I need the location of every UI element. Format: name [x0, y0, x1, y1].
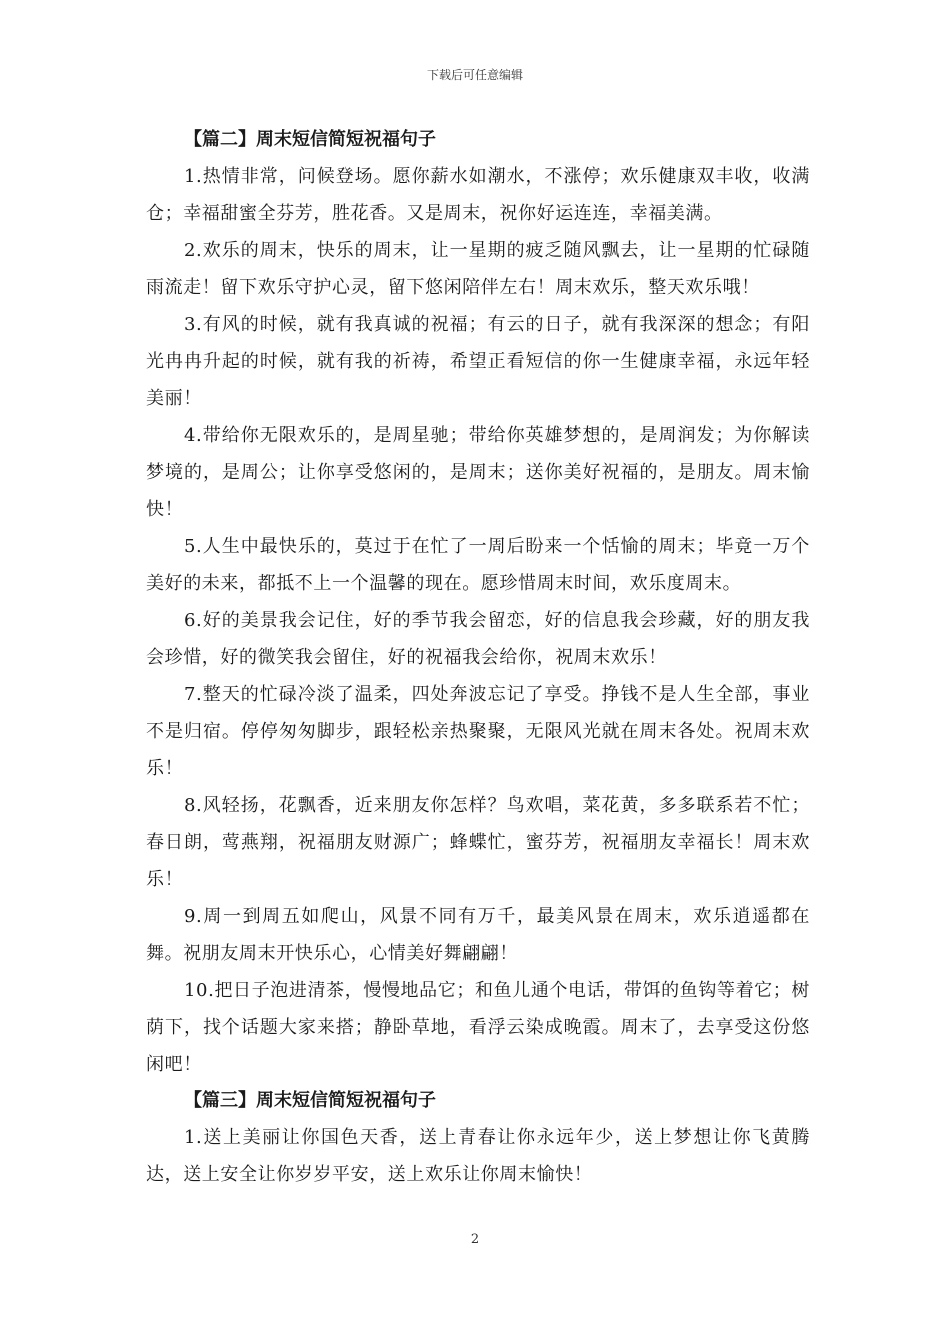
paragraph: 5.人生中最快乐的，莫过于在忙了一周后盼来一个恬愉的周末；毕竟一万个美好的未来，都抵不上一个温馨的现在。愿珍惜周末时间，欢乐度周末。	[146, 536, 810, 594]
section-heading: 【篇三】周末短信简短祝福句子	[184, 1090, 436, 1111]
paragraph: 9.周一到周五如爬山，风景不同有万千，最美风景在周末，欢乐逍遥都在舞。祝朋友周末开快乐心，心情美好舞翩翩！	[146, 906, 810, 964]
section-heading: 【篇二】周末短信简短祝福句子	[184, 129, 436, 150]
paragraph: 3.有风的时候，就有我真诚的祝福；有云的日子，就有我深深的想念；有阳光冉冉升起的时候，就有我的祈祷，希望正看短信的你一生健康幸福，永远年轻美丽！	[146, 314, 810, 409]
page-header: 下载后可任意编辑	[426, 68, 523, 82]
paragraph: 1.热情非常，问候登场。愿你薪水如潮水，不涨停；欢乐健康双丰收，收满仓；幸福甜蜜全芬芳，胜花香。又是周末，祝你好运连连，幸福美满。	[146, 166, 810, 224]
paragraph: 2.欢乐的周末，快乐的周末，让一星期的疲乏随风飘去，让一星期的忙碌随雨流走！留下欢乐守护心灵，留下悠闲陪伴左右！周末欢乐，整天欢乐哦！	[146, 240, 810, 298]
paragraph: 10.把日子泡进清茶，慢慢地品它；和鱼儿通个电话，带饵的鱼钩等着它；树荫下，找个话题大家来搭；静卧草地，看浮云染成晚霞。周末了，去享受这份悠闲吧！	[146, 980, 810, 1075]
paragraph: 1.送上美丽让你国色天香，送上青春让你永远年少，送上梦想让你飞黄腾达，送上安全让你岁岁平安，送上欢乐让你周末愉快！	[146, 1127, 810, 1185]
paragraph: 6.好的美景我会记住，好的季节我会留恋，好的信息我会珍藏，好的朋友我会珍惜，好的微笑我会留住，好的祝福我会给你，祝周末欢乐！	[146, 610, 810, 668]
paragraph: 8.风轻扬，花飘香，近来朋友你怎样？鸟欢唱，菜花黄，多多联系若不忙；春日朗，莺燕翔，祝福朋友财源广；蜂蝶忙，蜜芬芳，祝福朋友幸福长！周末欢乐！	[146, 795, 810, 890]
document-body	[146, 122, 810, 1193]
paragraph: 4.带给你无限欢乐的，是周星驰；带给你英雄梦想的，是周润发；为你解读梦境的，是周公；让你享受悠闲的，是周末；送你美好祝福的，是朋友。周末愉快！	[146, 425, 810, 520]
page-number: 2	[470, 1232, 480, 1247]
paragraph: 7.整天的忙碌冷淡了温柔，四处奔波忘记了享受。挣钱不是人生全部，事业不是归宿。停停匆匆脚步，跟轻松亲热聚聚，无限风光就在周末各处。祝周末欢乐！	[146, 684, 810, 779]
